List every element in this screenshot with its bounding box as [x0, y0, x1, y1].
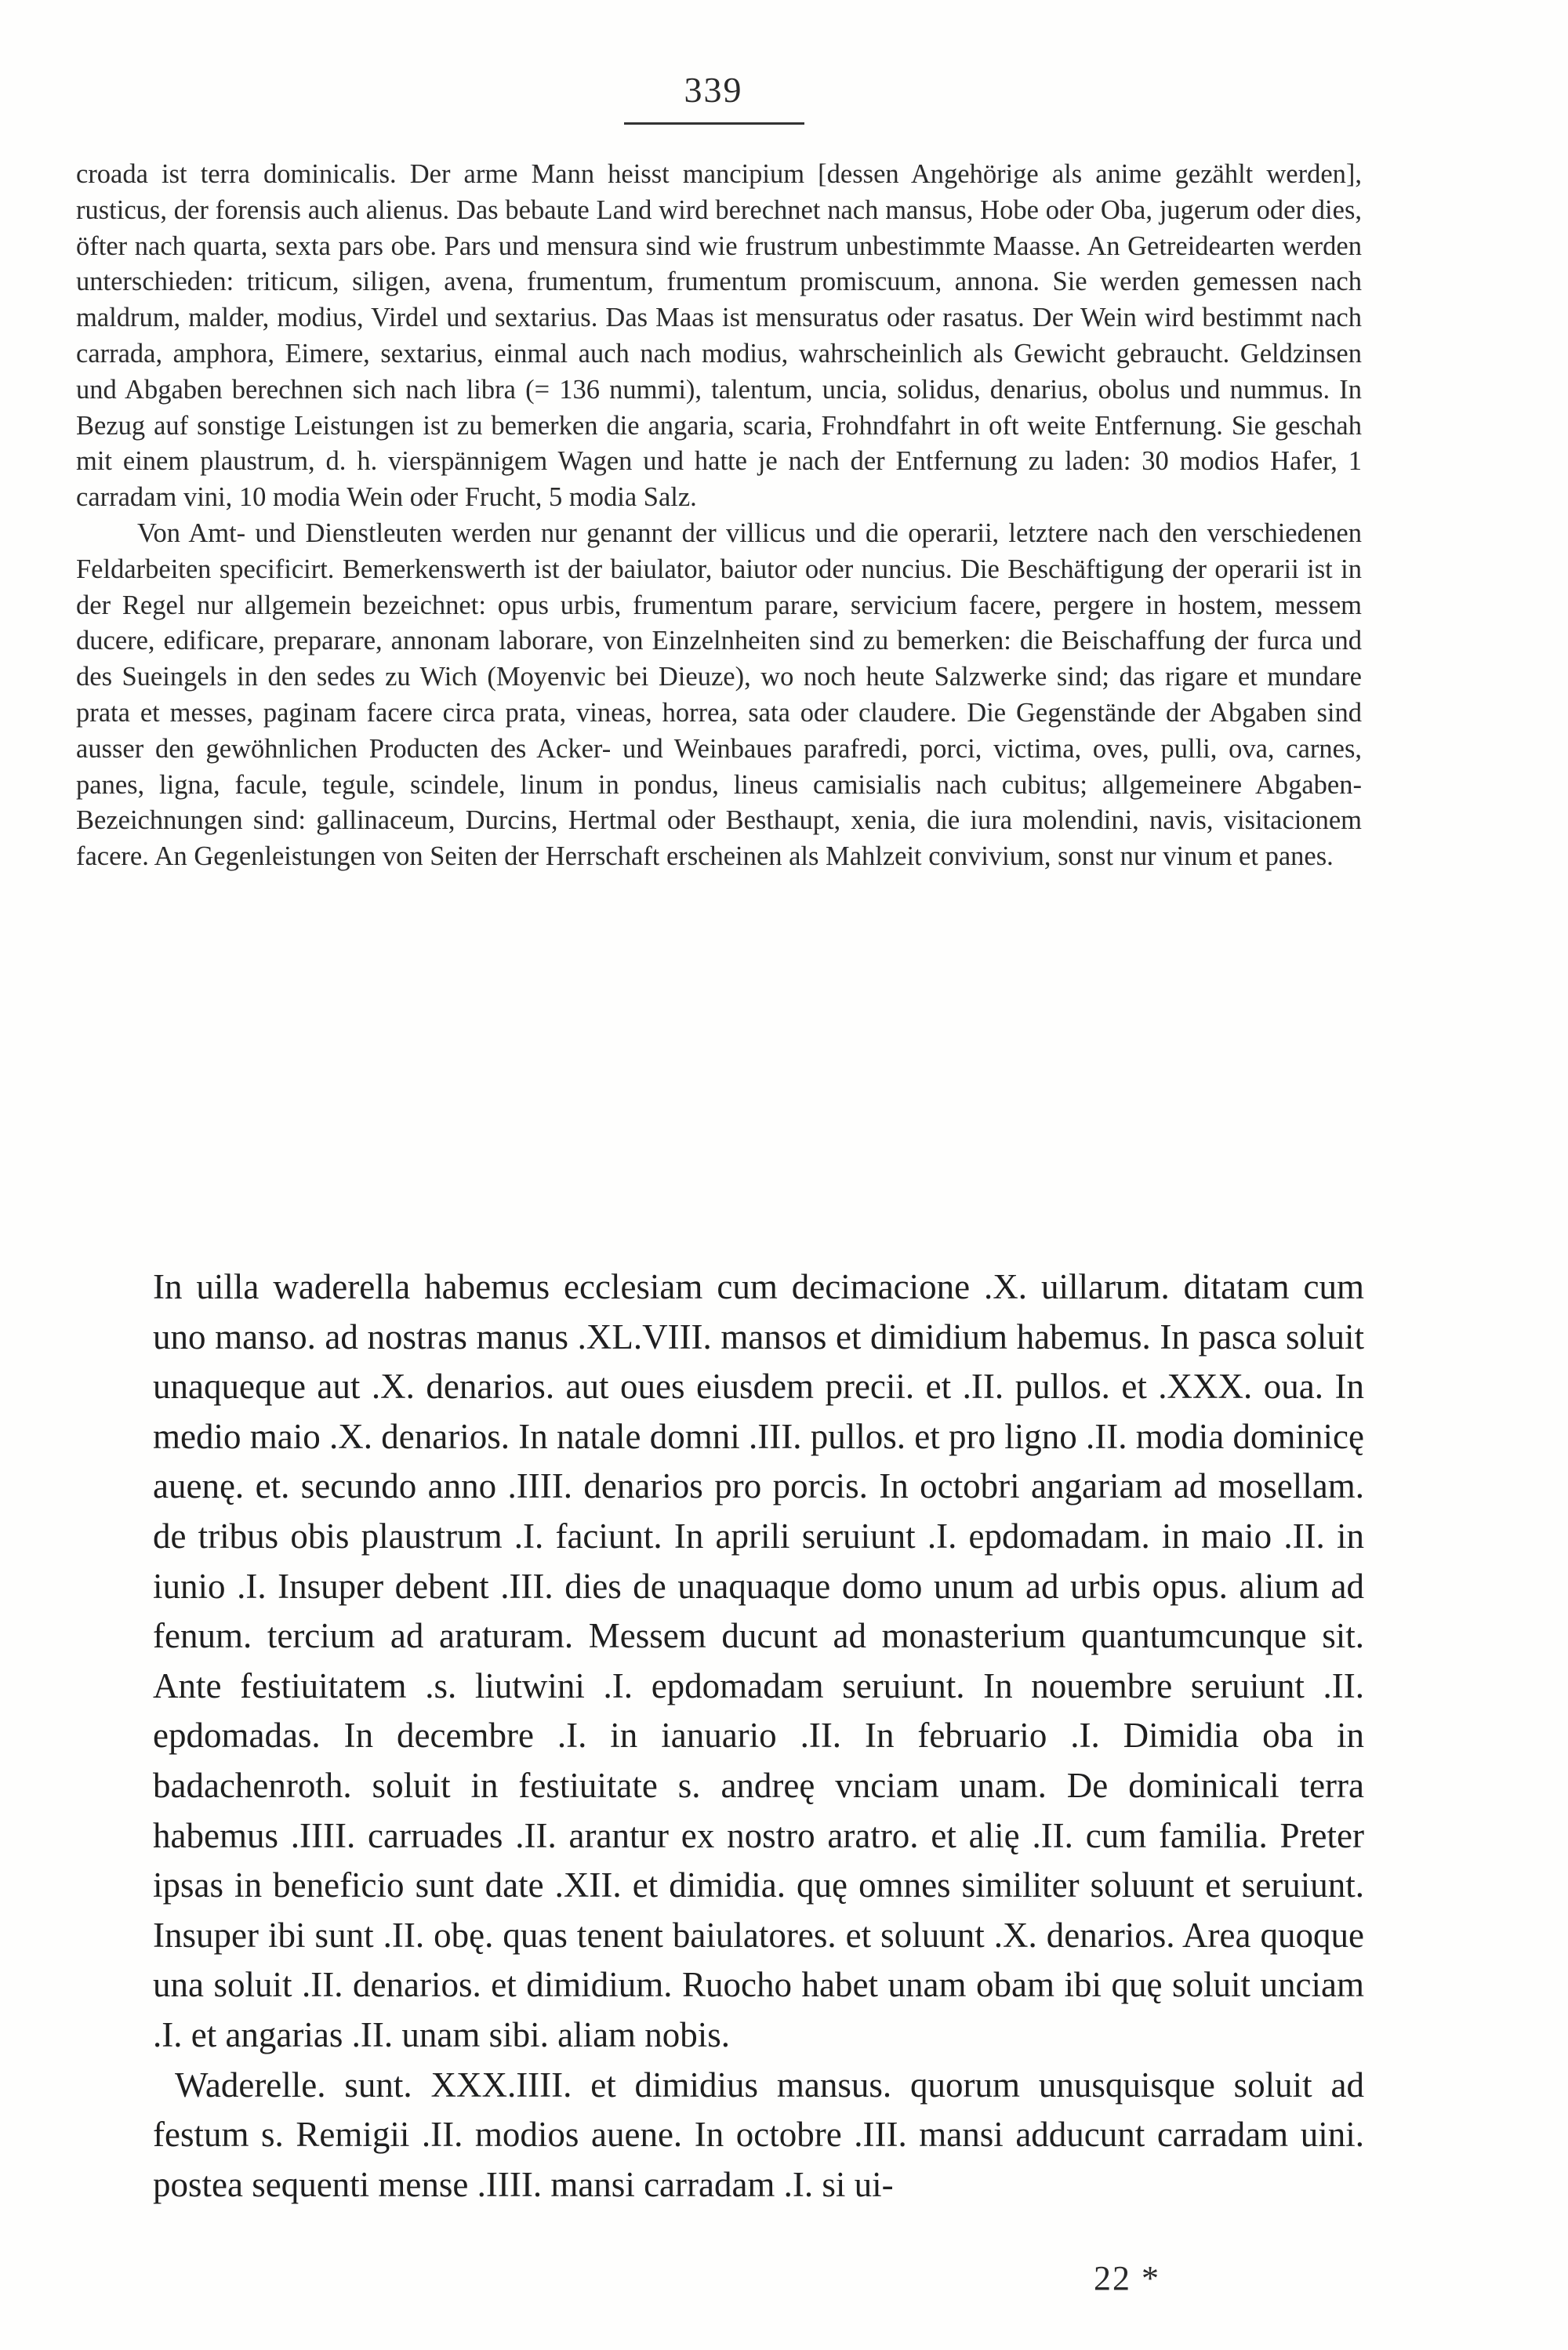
printer-signature-mark: 22 * [1094, 2259, 1160, 2297]
source-paragraph: Waderelle. sunt. XXX.IIII. et dimidius mansus. quorum unusquisque soluit ad festum s. Remigii .II. modios auene. In octobre .III. mansi adducunt carradam uini. postea sequenti mense .IIII. mansi carradam .I. si ui- [153, 2065, 1364, 2204]
commentary-paragraph: croada ist terra dominicalis. Der arme Mann heisst mancipium [dessen Angehörige als anime gezählt werden], rusticus, der forensis auch alienus. Das bebaute Land wird berechnet nach mansus, Hobe oder Oba, jugerum oder dies, öfter nach quarta, sexta pars obe. Pars und mensura sind wie frustrum unbestimmte Maasse. An Getreidearten werden unterschieden: triticum, siligen, avena, frumentum, frumentum promiscuum, annona. Sie werden gemessen nach maldrum, malder, modius, Virdel und sextarius. Das Maas ist mensuratus oder rasatus. Der Wein wird bestimmt nach carrada, amphora, Eimere, sextarius, einmal auch nach modius, wahrscheinlich als Gewicht gebraucht. Geldzinsen und Abgaben berechnen sich nach libra (= 136 nummi), talentum, uncia, solidus, denarius, obolus und nummus. In Bezug auf sonstige Leistungen ist zu bemerken die angaria, scaria, Frohndfahrt in oft weite Entfernung. Sie geschah mit einem plaustrum, d. h. vierspännigem Wagen und hatte je nach der Entfernung zu laden: 30 modios Hafer, 1 carradam vini, 10 modia Wein oder Frucht, 5 modia Salz. [76, 159, 1362, 513]
latin-source-text [153, 1262, 1364, 2210]
page-number: 339 [684, 70, 743, 110]
commentary-paragraph: Von Amt- und Dienstleuten werden nur genannt der villicus und die operarii, letztere nach den verschiedenen Feldarbeiten specificirt. Bemerkenswerth ist der baiulator, baiutor oder nuncius. Die Beschäftigung der operarii ist in der Regel nur allgemein bezeichnet: opus urbis, frumentum parare, servicium facere, pergere in hostem, messem ducere, edificare, preparare, annonam laborare, von Einzelnheiten sind zu bemerken: die Beischaffung der furca und des Sueingels in den sedes zu Wich (Moyenvic bei Dieuze), wo noch heute Salzwerke sind; das rigare et mundare prata et messes, paginam facere circa prata, vineas, horrea, sata oder claudere. Die Gegenstände der Abgaben sind ausser den gewöhnlichen Producten des Acker- und Weinbaues parafredi, porci, victima, oves, pulli, ova, carnes, panes, ligna, facule, tegule, scindele, linum in pondus, lineus camisialis nach cubitus; allgemeinere Abgaben-Bezeichnungen sind: gallinaceum, Durcins, Hertmal oder Besthaupt, xenia, die iura molendini, navis, visitacionem facere. An Gegenleistungen von Seiten der Herrschaft erscheinen als Mahlzeit convivium, sonst nur vinum et panes. [76, 518, 1362, 872]
header-rule [624, 122, 804, 125]
commentary-section [76, 157, 1362, 875]
source-paragraph: In uilla waderella habemus ecclesiam cum decimacione .X. uillarum. ditatam cum uno manso. ad nostras manus .XL.VIII. mansos et dimidium habemus. In pasca soluit unaqueque aut .X. denarios. aut oues eiusdem precii. et .II. pullos. et .XXX. oua. In medio maio .X. denarios. In natale domni .III. pullos. et pro ligno .II. modia dominicę auenę. et. secundo anno .IIII. denarios pro porcis. In octobri angariam ad mosellam. de tribus obis plaustrum .I. faciunt. In aprili seruiunt .I. epdomadam. in maio .II. in iunio .I. Insuper debent .III. dies de unaquaque domo unum ad urbis opus. alium ad fenum. tercium ad araturam. Messem ducunt ad monasterium quantumcunque sit. Ante festiuitatem .s. liutwini .I. epdomadam seruiunt. In nouembre seruiunt .II. epdomadas. In decembre .I. in ianuario .II. In februario .I. Dimidia oba in badachenroth. soluit in festiuitate s. andreę vnciam unam. De dominicali terra habemus .IIII. carruades .II. arantur ex nostro aratro. et alię .II. cum familia. Preter ipsas in beneficio sunt date .XII. et dimidia. quę omnes similiter soluunt et seruiunt. Insuper ibi sunt .II. obę. quas tenent baiulatores. et soluunt .X. denarios. Area quoque una soluit .II. denarios. et dimidium. Ruocho habet unam obam ibi quę soluit unciam .I. et angarias .II. unam sibi. aliam nobis. [153, 1267, 1364, 2054]
